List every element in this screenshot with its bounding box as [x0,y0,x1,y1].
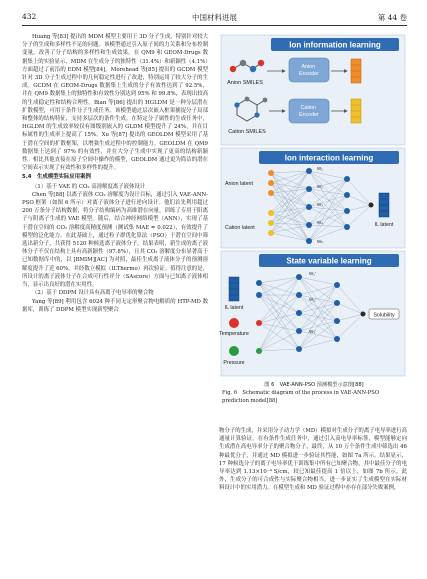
network-node [334,336,340,342]
page-header [22,12,407,26]
paragraph: Chen 等[88] 以离子液体 CO₂ 溶解度为设计目标，通过引入 VAE-ANN-PSO 框架（如图 6 所示）对离子液体分子进行逆向设计。他们首先利用超过 200 万条分子结构数据，将分子结构编码为高维潜在向量，训练了专用于阳离子与阴离子生成的 VAE 模型。随后，结合神经网络模型（ANN），实现了基于潜在空间的 CO₂ 溶解度高精度预测（测试集 MAE = 0.022），有效提升了模型的泛化能力。在此基础上，通过粒子群优化算法（PSO）于潜在空间中筛选出新分子，共获得 5120 种候选离子液体分子。结果表明，新生成的离子液体分子不仅在结构上具有高新颖性（97.8%），且其 CO₂ 溶解度分布显著高于已知数据库中的，以 [BMIM][AC] 为对照，最佳生成离子液体分子的预测溶解度提升了近 60%，并经数立模拟（ILThermo）再次验证。值得注意的是，所设计的离子液体分子在合成可行性评分（SAscore）方面与已知离子液体相当，显示出良好的潜在实用性。 [22,191,208,289]
network-node [268,170,274,176]
panel3-title: State variable learning [286,256,372,266]
network-node [344,176,350,182]
pressure-label: Pressure [223,360,245,366]
weight-w3: W₃ [317,202,324,207]
panel-ion-information [221,35,405,145]
network-node [296,346,302,352]
network-node [268,220,274,226]
cation-encoder-text: Cation [300,105,316,111]
subsection-title: （1）基于 VAE 的 CO₂ 高溶解度离子液体设计 [32,183,146,190]
header-rule [22,25,407,26]
temperature-node [229,318,239,328]
journal-title: 中国材料进展 [192,13,237,22]
cation-latent-label: Cation latent [225,225,255,231]
weight-wn: Wₙ [317,239,324,244]
panel2-title: Ion interaction learning [284,153,374,163]
anion-encoder-label [299,64,319,77]
il-latent-vector [379,193,389,217]
weight-w1-prime: W₁' [309,271,316,276]
network-node [268,190,274,196]
anion-encoder-text-line-2: Encoder [299,71,319,77]
network-node [344,208,350,214]
caption-en: Fig. 6 Schematic diagram of the process in VAE-ANN-PSO prediction model[88] [222,390,380,404]
network-node [361,312,366,317]
left-column [22,33,208,314]
anion-latent-label: Anion latent [225,181,253,187]
network-node [369,203,374,208]
il-latent-input-vector [229,277,239,301]
network-node [306,204,312,210]
network-node [306,238,312,244]
network-node [334,318,340,324]
paragraph: 物分子的生成，并采用分子动力学（MD）模拟对生成分子的离子电导率进行高通量计算验证。在有条件生成任务中，通过引入高电导率标签，模型能够定向生成潜在高电导率分子的聚合物分子，最终，从 10 万个条件生成中筛选出 46 种最优分子，并通过 MD 模拟进一步验证其性能，如图 7a 所示。结果显示，17 种候选分子的离子电导率优于训练集中所有已知聚合物，其中最佳分子的电导率达到 1.13×10⁻⁴ S/cm，较已知最佳提高 1 倍以上，如图 7b 所示。此外，生成分子的可合成性与实际聚合物相当，进一步证实了生成模型在实际材料设计中的实用潜力。在模型生成和 MD 验证过程中亦存在部分失败案例， [219,428,407,492]
network-node [306,222,312,228]
solubility-label: Solubility [373,312,395,319]
network-node [268,180,274,186]
pressure-node [229,346,239,356]
network-node [296,274,302,280]
cation-encoder-text-line-2: Encoder [299,112,319,118]
il-latent-input-label: IL latent [224,305,244,311]
network-node [256,280,262,286]
weight-w2-prime: W₂' [309,297,316,302]
network-node [256,320,262,326]
panel1-title: Ion information learning [289,40,381,50]
network-node [306,186,312,192]
network-node [344,224,350,230]
subsection-title: （2）基于 DDPM 设计具有高离子电导率的聚合物 [32,290,154,297]
network-node [268,230,274,236]
network-node [268,210,274,216]
network-node [344,192,350,198]
weight-w4: W₄ [317,220,324,225]
caption-zh: 图 6 VAE-ANN-PSO 预测模型示意图[88] [264,382,364,388]
network-node [256,348,262,354]
weight-w1: W₁ [317,166,323,171]
cation-smiles-label: Cation SMILES [228,129,266,135]
weight-w3-prime: W₃' [309,329,316,334]
temperature-label: Temperature [219,331,249,337]
page-number: 432 [22,12,37,21]
volume-label: 第 44 卷 [377,13,407,22]
right-column [219,427,407,493]
anion-smiles-label: Anion SMILES [227,80,263,86]
network-node [296,328,302,334]
paragraph: Yang 等[89] 利用包含 6024 种不同无定形聚合物电解质的 HTP-MD 数据库，训练了 DDPM 模型实现新型聚合 [22,298,208,313]
cation-encoder-label [299,105,319,118]
network-node [334,300,340,306]
cation-encoder-box [289,99,329,123]
network-node [334,282,340,288]
panel-ion-interaction [221,148,405,248]
anion-encoder-text: Anion [301,64,316,70]
figure-vae-ann-pso [219,33,407,378]
weight-w2: W₂ [317,184,323,189]
section-title: 5.4 生成模型实际应用案例 [22,174,91,181]
figure-caption [222,382,406,405]
paragraph: Huang 等[83] 提出的 MDM 模型主要用于 3D 分子生成，特别针对较大分子的生成和多样性不足的问题。该模型通过引入原子间的力关系和分布控制变量，改善了分子结构的多样性和生成效果。在 QM9 和 GEOM-Drugs 数据集上的实验显示，MDM 在生成分子的独特性（31.4%）和新颖性（4.1%）方面超过了前沿的 EDM 模型[84]。Morehead 等[85] 提出的 GCDM 模型针对 3D 分子生成过程中的几何稳定性进行了改进，特别运用了较大分子的生成。GCDM 在 GEOM-Drugs 数据集上生成的分子有效性达到了 92.5%，并在 QM9 数据集上的独特性和有效性分别达到 95% 和 99.8%，表现出较高的生成稳定性和结构合理性。Bian 等[86] 提出的 HGLDM 是一种分层潜在扩散模型，可用于条件分子生成任务。该模型通过层次嵌入框架捕捉分子局部和整体的结构特征，支持多层次的条件生成。在特定分子属性的生成任务中，HGLDM 的生成效率较仅有图级别嵌入的 GLDM 模型提升了 24%，并在目标属性的生成率上提高了 15%。Xu 等[87] 提出的 GEOLDM 模型采用了基于潜在空间的扩散框架，以增强生成过程中的控制能力。GEOLDM 在 QM9 数据集上达到了 97% 的有效性，并在大分子生成中实现了更高的结构新颖性。相比其他直接在原子空间中操作的模型，GEOLDM 通过更为简洁的潜在空间表示实现了有效性和多样性的提升。 [22,34,208,172]
network-node [296,292,302,298]
panel-state-variable [219,251,405,376]
network-node [296,310,302,316]
network-node [256,292,262,298]
network-node [306,168,312,174]
il-latent-label: IL latent [374,222,394,228]
anion-encoder-box [289,58,329,82]
